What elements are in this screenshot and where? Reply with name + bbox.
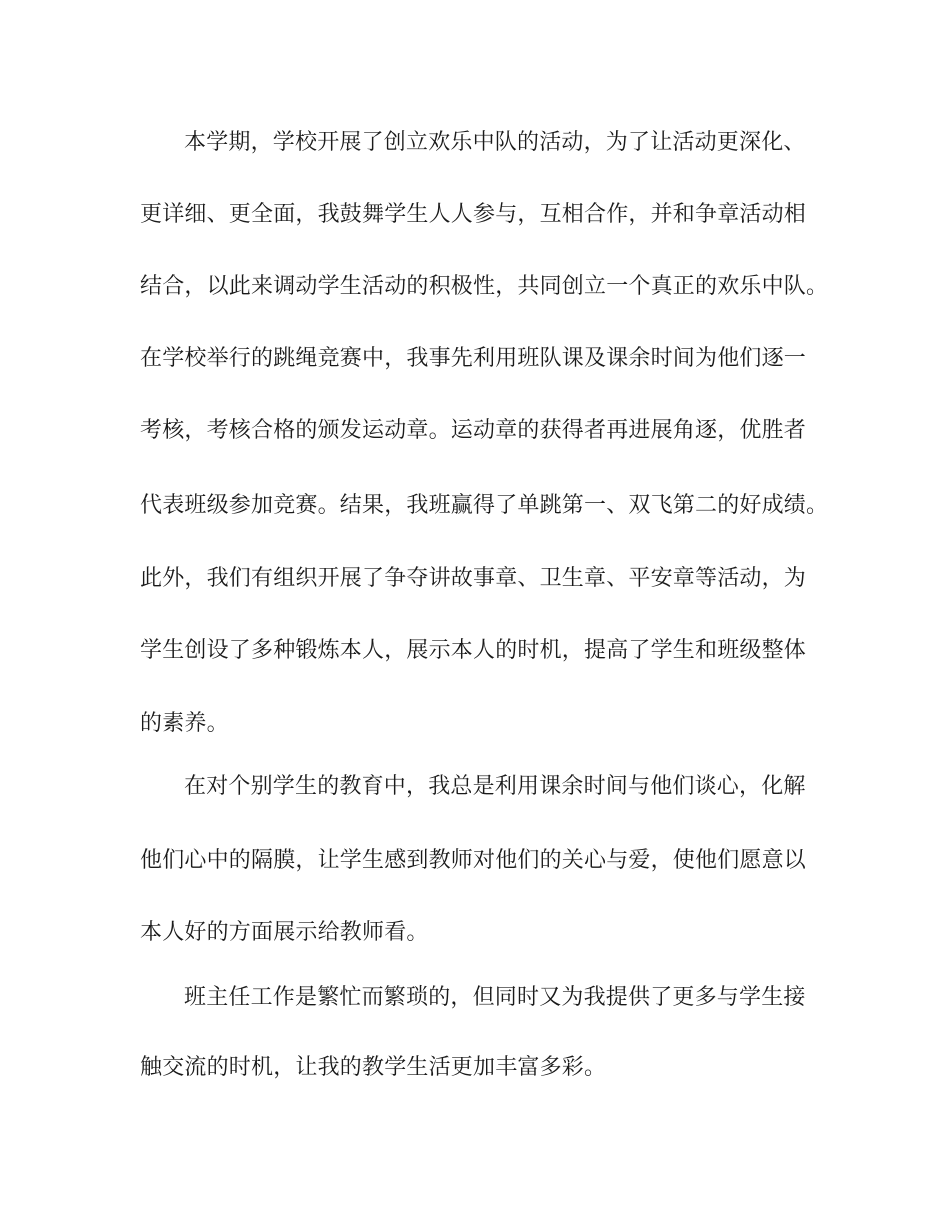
paragraph-2-line-3: 本人好的方面展示给教师看。 — [140, 920, 429, 945]
paragraph-1-line-7: 此外，我们有组织开展了争夺讲故事章、卫生章、平安章等活动，为 — [140, 566, 807, 591]
paragraph-3-line-1: 班主任工作是繁忙而繁琐的，但同时又为我提供了更多与学生接 — [184, 985, 806, 1010]
paragraph-1-line-6: 代表班级参加竞赛。结果，我班赢得了单跳第一、双飞第二的好成绩。 — [140, 493, 829, 518]
paragraph-1-line-5: 考核，考核合格的颁发运动章。运动章的获得者再进展角逐，优胜者 — [140, 418, 807, 443]
paragraph-1-line-1: 本学期，学校开展了创立欢乐中队的活动，为了让活动更深化、 — [184, 130, 806, 155]
paragraph-2-line-2: 他们心中的隔膜，让学生感到教师对他们的关心与爱，使他们愿意以 — [140, 848, 807, 873]
paragraph-3-line-2: 触交流的时机，让我的教学生活更加丰富多彩。 — [140, 1055, 607, 1080]
paragraph-1-line-3: 结合，以此来调动学生活动的积极性，共同创立一个真正的欢乐中队。 — [140, 274, 829, 299]
paragraph-1-line-2: 更详细、更全面，我鼓舞学生人人参与，互相合作，并和争章活动相 — [140, 202, 807, 227]
paragraph-2-line-1: 在对个别学生的教育中，我总是利用课余时间与他们谈心，化解 — [184, 774, 806, 799]
paragraph-1-line-9: 的素养。 — [140, 711, 229, 736]
paragraph-1-line-8: 学生创设了多种锻炼本人，展示本人的时机，提高了学生和班级整体 — [140, 638, 807, 663]
paragraph-1-line-4: 在学校举行的跳绳竞赛中，我事先利用班队课及课余时间为他们逐一 — [140, 346, 807, 371]
